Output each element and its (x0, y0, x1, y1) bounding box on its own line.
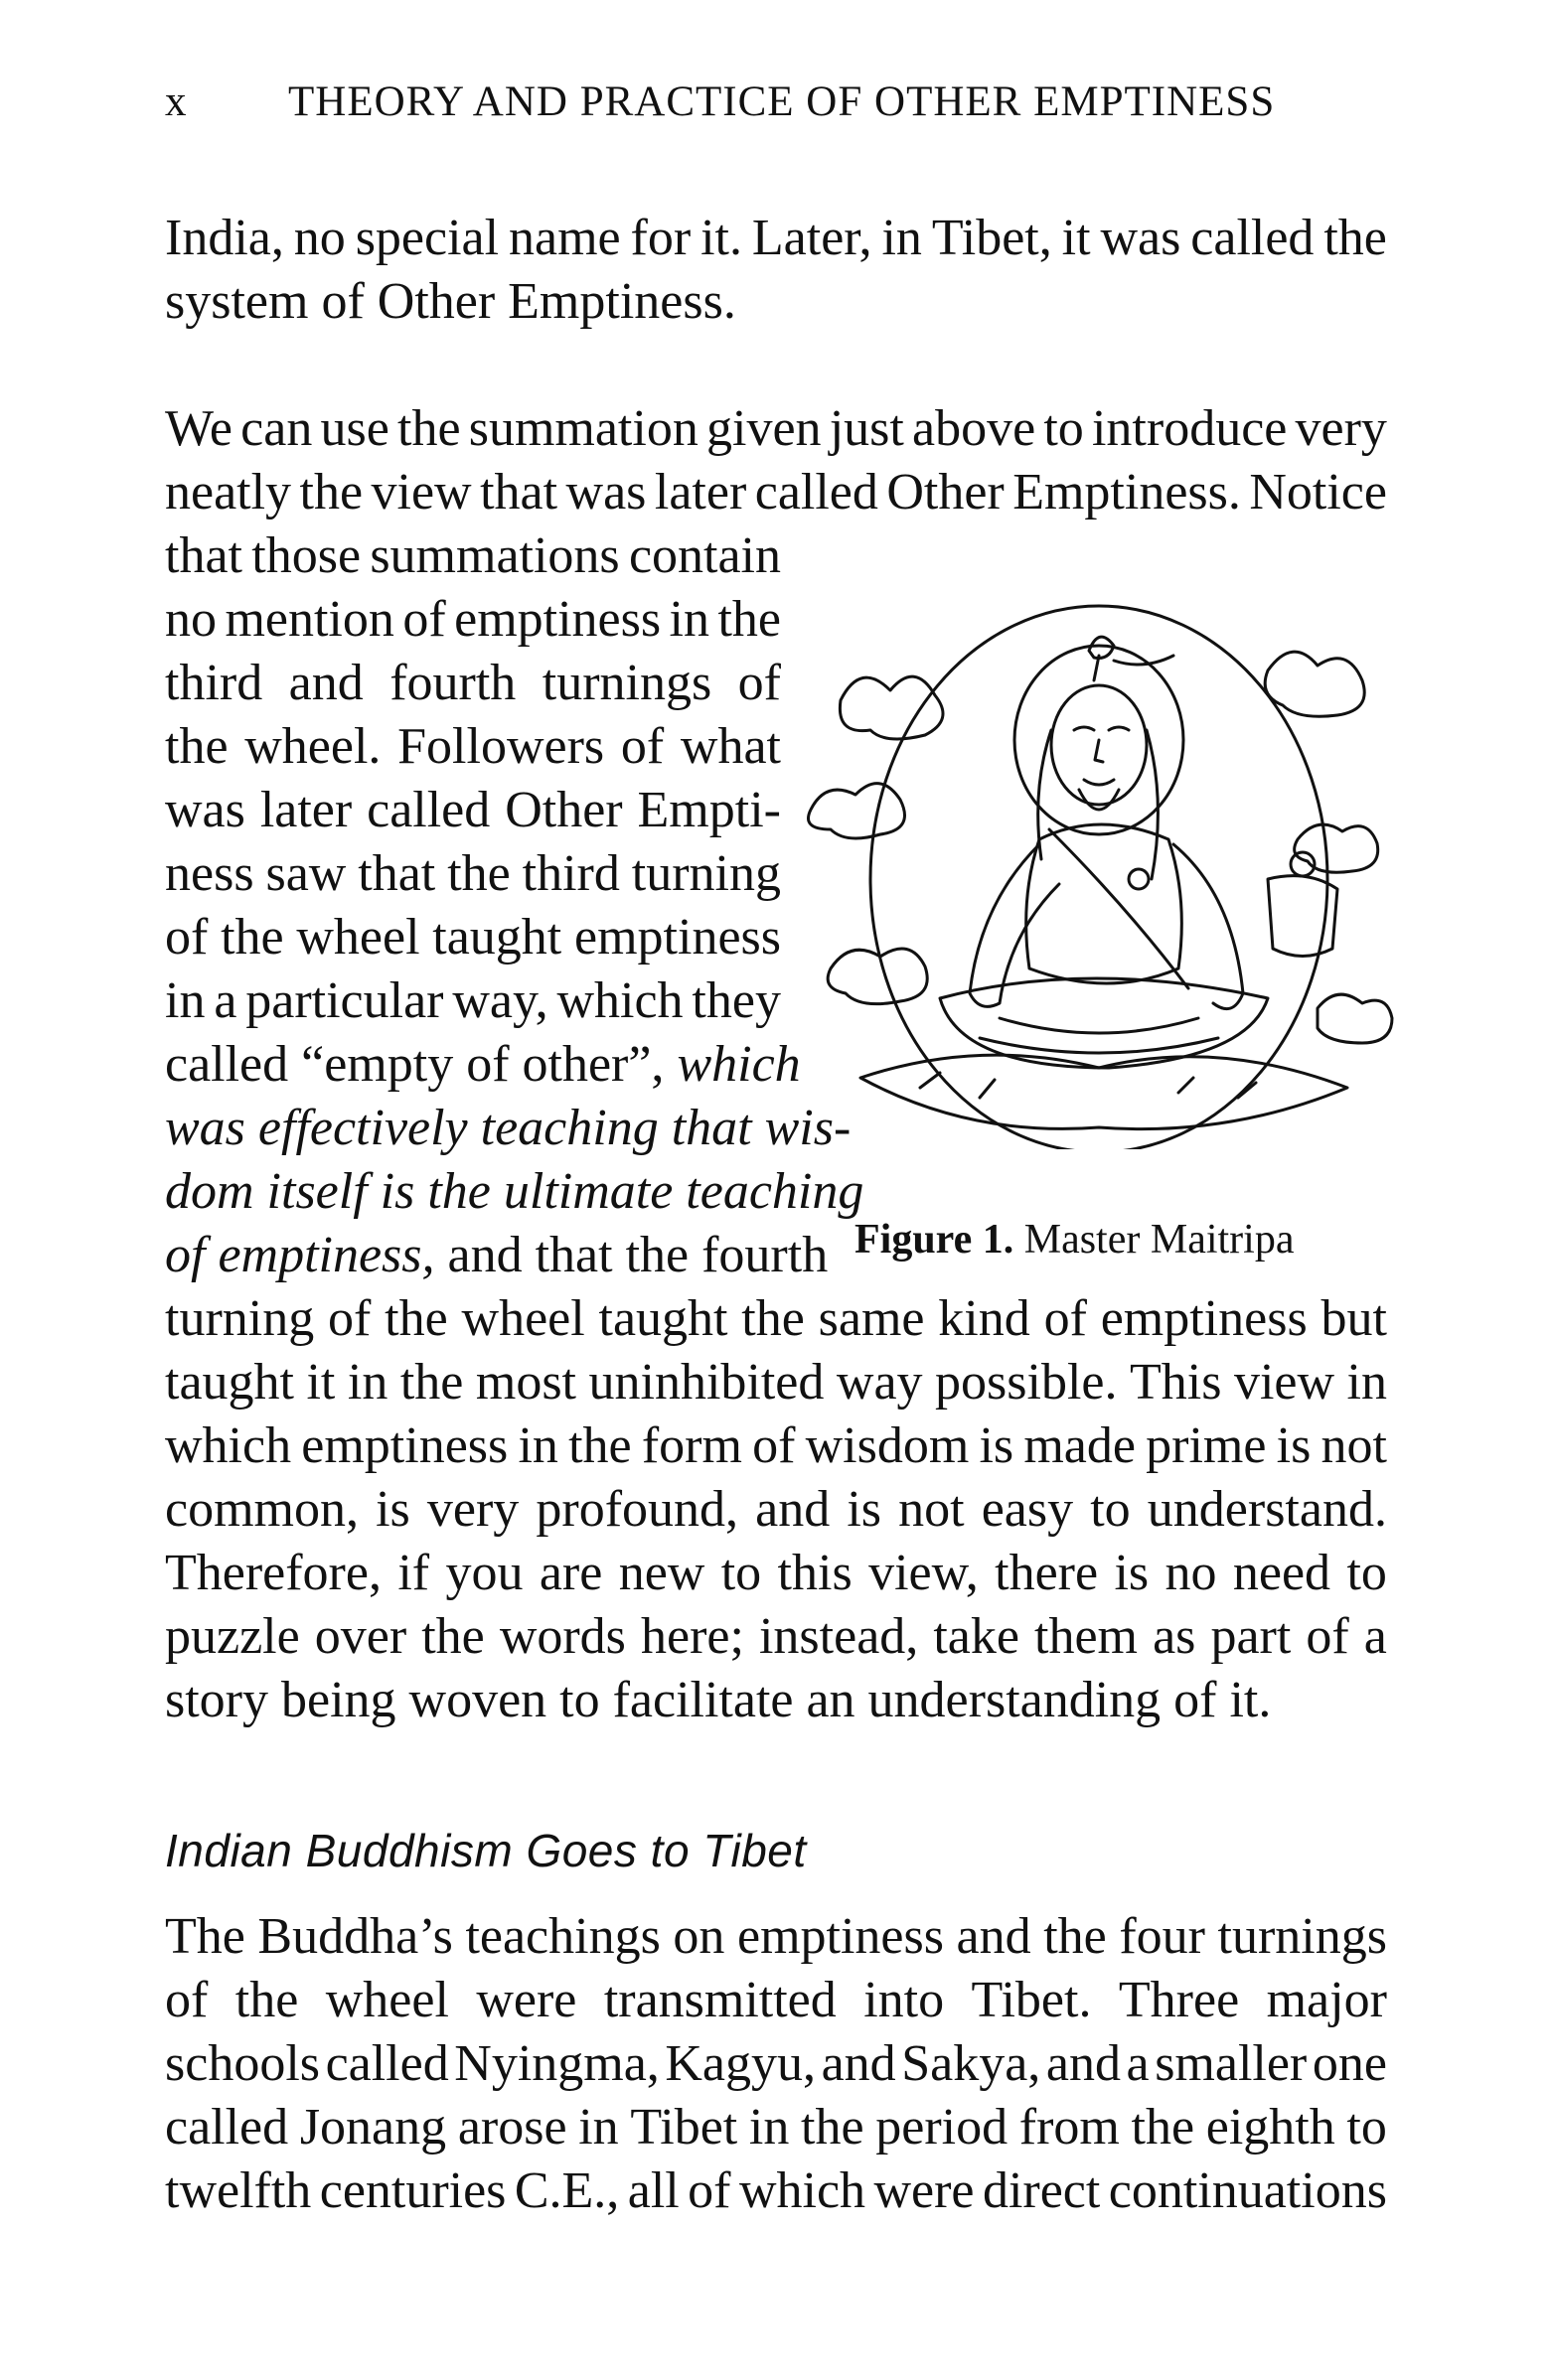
word: can (240, 400, 313, 457)
word: of (328, 1290, 372, 1347)
word: eighth (1205, 2099, 1335, 2156)
word: one (1312, 2035, 1387, 2092)
word: which (738, 2162, 866, 2219)
text-line (165, 1224, 829, 1287)
word: third (165, 655, 263, 711)
word: understand. (1147, 1481, 1387, 1538)
word: teachings (465, 1908, 661, 1965)
word: fourth (389, 655, 517, 711)
text-line (165, 2096, 1387, 2159)
word: new (618, 1545, 705, 1601)
word: the (299, 464, 364, 521)
text-line (165, 779, 781, 842)
word: but (1320, 1290, 1387, 1347)
word: major (1266, 1972, 1387, 2028)
word: the (385, 1290, 448, 1347)
word: summation (468, 400, 699, 457)
word: Buddha’s (257, 1908, 453, 1965)
word: wisdom (805, 1417, 970, 1474)
section-paragraph (165, 1905, 1387, 2223)
running-title: THEORY AND PRACTICE OF OTHER EMPTINESS (288, 78, 1276, 125)
word: to (1090, 1481, 1131, 1538)
word: prime (1146, 1417, 1267, 1474)
word: and (755, 1481, 831, 1538)
word: to (1043, 400, 1084, 457)
word: emptiness (1100, 1290, 1308, 1347)
word: called (1190, 210, 1315, 266)
word: Emptiness. (1012, 464, 1241, 521)
word: to (1346, 2099, 1387, 2156)
word: just (829, 400, 904, 457)
chest-mark (1129, 869, 1149, 889)
word: emptiness (574, 909, 781, 966)
text-line (165, 1033, 801, 1097)
text-line: system of Other Emptiness. (165, 273, 736, 330)
word: way, (452, 972, 548, 1029)
torso (1026, 824, 1182, 983)
word: common, (165, 1481, 359, 1538)
meditation-strap (1049, 829, 1188, 988)
text-line (165, 397, 1387, 461)
word: Therefore, (165, 1545, 382, 1601)
word: of (1043, 1290, 1087, 1347)
word: continuations (1108, 2162, 1387, 2219)
word: view, (868, 1545, 979, 1601)
word: turning (165, 1290, 315, 1347)
word: instead, (758, 1608, 919, 1665)
word: the (1043, 1908, 1107, 1965)
word: period (875, 2099, 1009, 2156)
word: Sakya, (901, 2035, 1041, 2092)
word: emptiness (454, 591, 662, 648)
word: in (165, 972, 206, 1029)
word: part (1210, 1608, 1292, 1665)
word: a (214, 972, 237, 1029)
word: in (518, 1417, 558, 1474)
word: centuries (319, 2162, 507, 2219)
word: is (376, 1481, 410, 1538)
word: possible. (935, 1354, 1118, 1411)
word: not (1320, 1417, 1387, 1474)
section-heading: Indian Buddhism Goes to Tibet (165, 1825, 807, 1876)
word: contain (628, 527, 781, 584)
word: words (499, 1608, 626, 1665)
word: form (641, 1417, 742, 1474)
word: a (1126, 2035, 1150, 2092)
word: smaller (1155, 2035, 1308, 2092)
word: puzzle (165, 1608, 300, 1665)
word: was (565, 464, 647, 521)
word: emptiness (736, 1908, 944, 1965)
word: the (1323, 210, 1387, 266)
italic-segment: which (677, 1036, 801, 1093)
word: those (251, 527, 362, 584)
cloud-left-top (840, 676, 943, 739)
italic-segment: was effectively teaching that wis- (165, 1100, 852, 1156)
word: the (717, 591, 781, 648)
word: The (165, 1908, 245, 1965)
word: Other (505, 782, 623, 838)
word: Other (886, 464, 1005, 521)
cloud-right-top (1265, 652, 1364, 716)
word: turning (631, 845, 781, 902)
word: Notice (1249, 464, 1387, 521)
word: which (556, 972, 684, 1029)
beard (1079, 790, 1119, 810)
word: in (347, 1354, 388, 1411)
word: most (475, 1354, 577, 1411)
word: view (1233, 1354, 1335, 1411)
text-line (165, 1969, 1387, 2032)
word: was (1100, 210, 1181, 266)
word: turnings (1217, 1908, 1387, 1965)
word: This (1129, 1354, 1222, 1411)
word: in (881, 210, 922, 266)
word: Tibet. (971, 1972, 1092, 2028)
word: emptiness (301, 1417, 509, 1474)
page-number: x (165, 78, 188, 125)
word: Three (1118, 1972, 1240, 2028)
word: above (912, 400, 1036, 457)
word: made (1023, 1417, 1136, 1474)
word: and (288, 655, 364, 711)
word: the (741, 1290, 805, 1347)
text-segment: and that the fourth (447, 1227, 829, 1283)
text-line (165, 842, 781, 906)
word: India, (165, 210, 284, 266)
word: which (165, 1417, 292, 1474)
maitripa-illustration (801, 581, 1403, 1149)
word: Kagyu, (665, 2035, 816, 2092)
word: particular (245, 972, 444, 1029)
word: wheel (325, 1972, 449, 2028)
word: Jonang (299, 2099, 447, 2156)
nose (1095, 740, 1103, 762)
word: very (426, 1481, 520, 1538)
cloud-left-low (828, 949, 927, 1004)
word: schools (165, 2035, 320, 2092)
text-line (165, 1351, 1387, 1414)
word: in (669, 591, 709, 648)
word: the (801, 2099, 864, 2156)
italic-segment: of emptiness, (165, 1227, 435, 1283)
word: that (480, 464, 558, 521)
text-line (165, 2032, 1387, 2096)
paragraph-2-intro (165, 397, 1387, 524)
text-line (165, 461, 1387, 524)
cloud-right-low (1318, 994, 1392, 1043)
word: no (1165, 1545, 1217, 1601)
text-line (165, 969, 781, 1033)
word: that (358, 845, 436, 902)
text-line (165, 524, 781, 588)
word: and (821, 2035, 896, 2092)
tiger-stripes (920, 1073, 1256, 1098)
word: ness (165, 845, 254, 902)
text-line (165, 1160, 864, 1224)
word: of (737, 655, 781, 711)
paragraph-2-rest (165, 1287, 1387, 1732)
word: taught (165, 1354, 294, 1411)
word: need (1232, 1545, 1331, 1601)
word: are (539, 1545, 603, 1601)
word: mention (225, 591, 394, 648)
word: introduce (1091, 400, 1288, 457)
eyes (1074, 727, 1129, 730)
figure-caption (854, 1216, 1294, 1264)
word: is (847, 1481, 882, 1538)
word: is (979, 1417, 1014, 1474)
word: in (748, 2099, 790, 2156)
word: later (259, 782, 353, 838)
word: third (522, 845, 620, 902)
italic-segment: dom itself is the ultimate teaching (165, 1163, 864, 1220)
word: of (165, 1972, 209, 2028)
word: wheel (461, 1290, 585, 1347)
word: what (680, 718, 781, 775)
mouth (1084, 780, 1114, 785)
word: take (933, 1608, 1019, 1665)
word: very (1295, 400, 1387, 457)
word: in (1346, 1354, 1387, 1411)
cloud-right-mid (1295, 824, 1378, 872)
word: later (654, 464, 747, 521)
word: We (165, 400, 233, 457)
word: that (165, 527, 242, 584)
word: if (397, 1545, 430, 1601)
text-line (165, 906, 781, 969)
word: they (692, 972, 781, 1029)
word: not (898, 1481, 965, 1538)
text-line (165, 1605, 1387, 1669)
word: from (1018, 2099, 1120, 2156)
word: were (476, 1972, 577, 2028)
word: called (325, 2035, 449, 2092)
word: view (371, 464, 472, 521)
word: no (165, 591, 217, 648)
word: were (873, 2162, 975, 2219)
word: called (165, 2099, 289, 2156)
word: same (818, 1290, 925, 1347)
word: the (234, 1972, 299, 2028)
paragraph-1 (165, 207, 1387, 334)
word: Tibet (630, 2099, 738, 2156)
word: saw (265, 845, 347, 902)
word: the (397, 400, 461, 457)
word: the (399, 1354, 464, 1411)
word: taught (432, 909, 562, 966)
word: use (320, 400, 389, 457)
word: arose (457, 2099, 567, 2156)
word: given (706, 400, 822, 457)
word: kind (938, 1290, 1030, 1347)
word: Followers (397, 718, 605, 775)
word: over (314, 1608, 407, 1665)
word: uninhibited (588, 1354, 825, 1411)
text-line: story being woven to facilitate an understanding of it. (165, 1672, 1272, 1728)
word: for (630, 210, 692, 266)
word: the (1131, 2099, 1195, 2156)
word: called (367, 782, 491, 838)
word: Nyingma, (454, 2035, 660, 2092)
text-line (165, 1287, 1387, 1351)
word: four (1119, 1908, 1205, 1965)
running-header (165, 77, 1387, 137)
word: to (1346, 1545, 1387, 1601)
word: Tibet, (931, 210, 1052, 266)
word: Later, (751, 210, 872, 266)
word: turnings (542, 655, 712, 711)
word: into (863, 1972, 945, 2028)
word: a (1363, 1608, 1387, 1665)
word: easy (981, 1481, 1074, 1538)
word: C.E., (514, 2162, 620, 2219)
word: is (1276, 1417, 1312, 1474)
word: it (1061, 210, 1091, 266)
word: this (777, 1545, 853, 1601)
figure-label: Figure 1. (854, 1217, 1014, 1263)
robe-folds (980, 1018, 1218, 1053)
text-line (165, 207, 1387, 270)
word: you (445, 1545, 524, 1601)
word: the (165, 718, 229, 775)
word: all (627, 2162, 680, 2219)
word: it (306, 1354, 336, 1411)
word: the (421, 1608, 485, 1665)
text-line (165, 1097, 852, 1160)
word: of (165, 909, 209, 966)
word: called (754, 464, 878, 521)
word: of (620, 718, 665, 775)
text-line (165, 2159, 1387, 2223)
word: special (355, 210, 500, 266)
word: it. (700, 210, 742, 266)
cloud-left-mid (809, 784, 905, 838)
figure-caption-text: Master Maitripa (1023, 1217, 1295, 1263)
text-line (165, 715, 781, 779)
word: profound, (536, 1481, 739, 1538)
paragraph-2-wrapped (165, 524, 864, 1287)
word: wheel. (244, 718, 382, 775)
word: on (673, 1908, 725, 1965)
word: of (752, 1417, 796, 1474)
text-segment: called “empty of other”, (165, 1036, 665, 1093)
word: of (402, 591, 446, 648)
word: wheel (296, 909, 420, 966)
text-line (165, 652, 781, 715)
text-line (165, 588, 781, 652)
text-line (165, 1542, 1387, 1605)
word: no (293, 210, 346, 266)
word: and (1045, 2035, 1121, 2092)
text-line (165, 1414, 1387, 1478)
word: of (1306, 1608, 1349, 1665)
text-line (165, 1478, 1387, 1542)
word: is (1114, 1545, 1150, 1601)
word: the (221, 909, 284, 966)
word: Empti- (637, 782, 781, 838)
word: was (165, 782, 245, 838)
word: way (836, 1354, 923, 1411)
word: summations (370, 527, 620, 584)
word: the (447, 845, 511, 902)
word: and (956, 1908, 1031, 1965)
word: twelfth (165, 2162, 312, 2219)
word: here; (640, 1608, 744, 1665)
word: to (720, 1545, 762, 1601)
word: direct (982, 2162, 1101, 2219)
word: transmitted (603, 1972, 837, 2028)
word: of (688, 2162, 731, 2219)
word: name (508, 210, 621, 266)
word: in (578, 2099, 619, 2156)
word: them (1034, 1608, 1138, 1665)
text-line (165, 1905, 1387, 1969)
word: there (995, 1545, 1099, 1601)
word: taught (598, 1290, 728, 1347)
word: neatly (165, 464, 292, 521)
word: as (1153, 1608, 1196, 1665)
word: the (568, 1417, 632, 1474)
